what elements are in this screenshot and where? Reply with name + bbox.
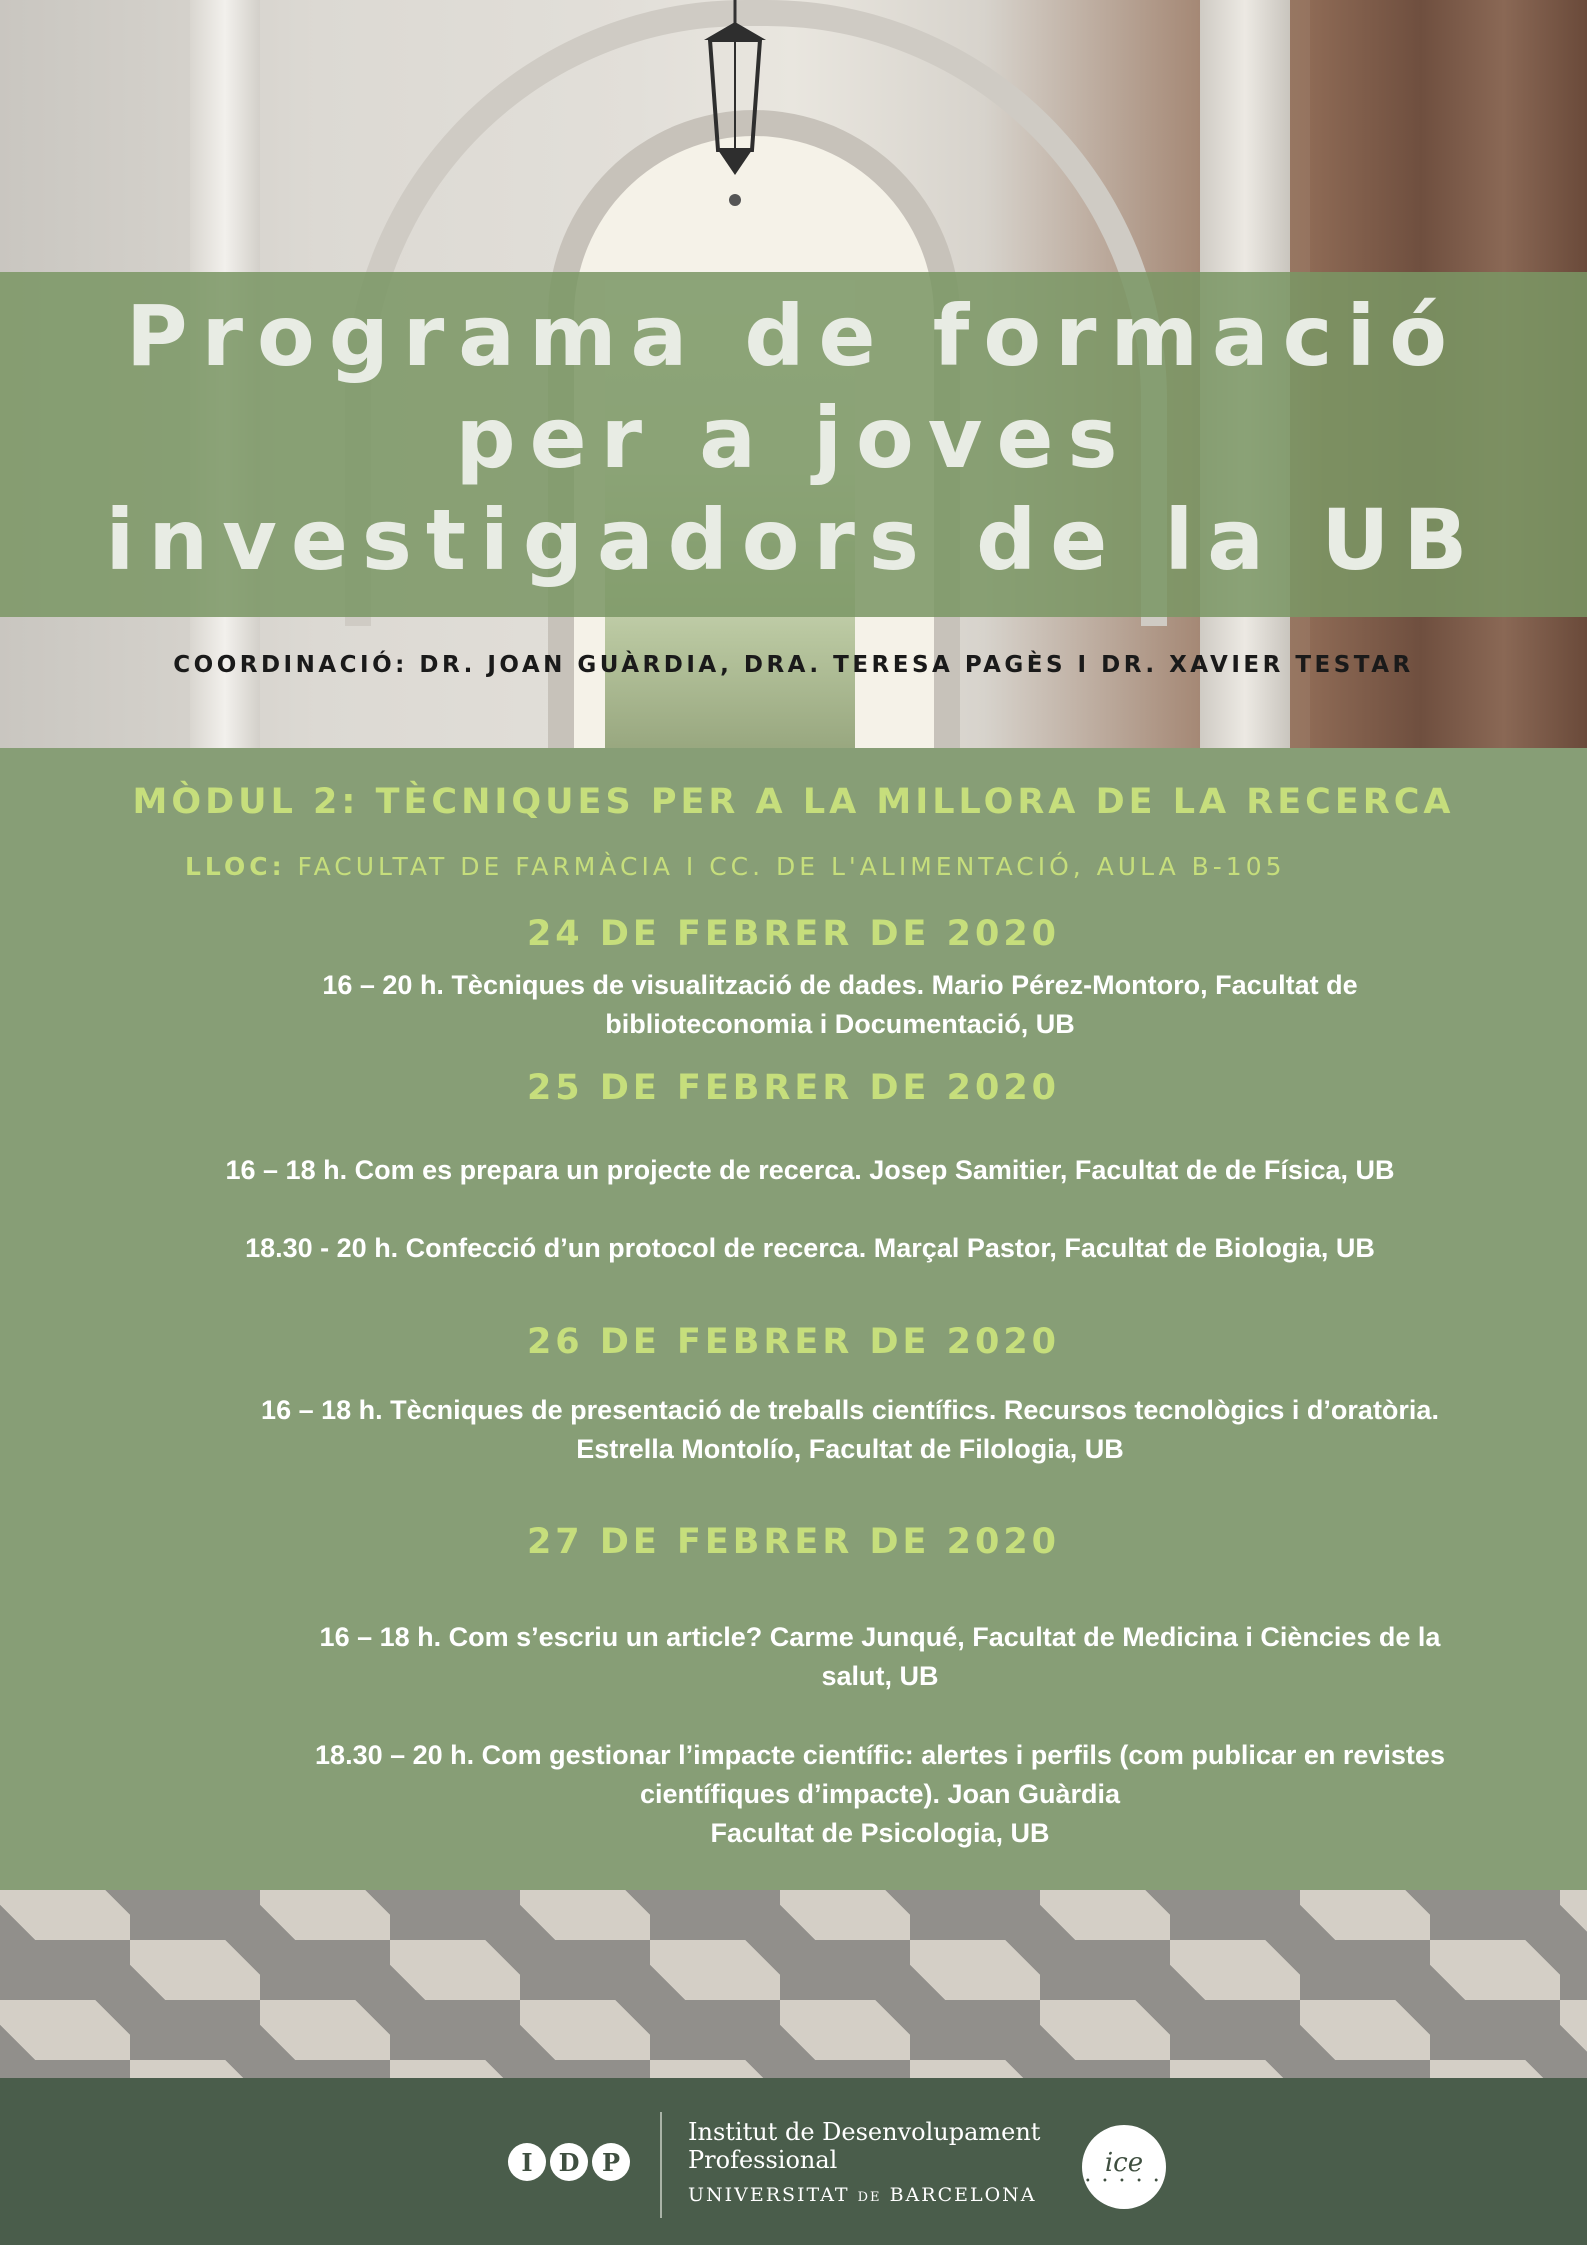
session-item xyxy=(220,1736,1540,1853)
session-line: 16 – 18 h. Tècniques de presentació de treballs científics. Recursos tecnològics i d’oratòria. xyxy=(261,1395,1439,1425)
university-name-part: UNIVERSITAT xyxy=(688,2184,850,2206)
place-value: FACULTAT DE FARMÀCIA I CC. DE L'ALIMENTACIÓ, AULA B-105 xyxy=(297,852,1286,881)
session-line: salut, UB xyxy=(821,1661,939,1691)
session-item xyxy=(200,1391,1500,1469)
module-title: MÒDUL 2: TÈCNIQUES PER A LA MILLORA DE LA RECERCA xyxy=(132,782,1455,822)
coordination-text: COORDINACIÓ: DR. JOAN GUÀRDIA, DRA. TERESA PAGÈS I DR. XAVIER TESTAR xyxy=(173,652,1414,678)
session-line: 16 – 18 h. Com s’escriu un article? Carme Junqué, Facultat de Medicina i Ciències de la xyxy=(319,1622,1441,1652)
idp-logo xyxy=(508,2143,630,2183)
institute-name-line: Institut de Desenvolupament xyxy=(688,2118,1041,2146)
session-item xyxy=(240,966,1440,1044)
session-date: 27 DE FEBRER DE 2020 xyxy=(526,1522,1061,1562)
footer-divider xyxy=(660,2112,662,2218)
session-date: 26 DE FEBRER DE 2020 xyxy=(526,1322,1061,1362)
university-name-part: BARCELONA xyxy=(889,2184,1037,2206)
place-label: LLOC: xyxy=(185,852,286,881)
session-item: 16 – 18 h. Com es prepara un projecte de recerca. Josep Samitier, Facultat de de Física, UB xyxy=(225,1155,1395,1185)
page-title xyxy=(0,285,1587,591)
institute-name-line: Professional xyxy=(688,2146,838,2174)
idp-logo-letter: I xyxy=(508,2143,546,2181)
place-info xyxy=(185,852,1286,881)
institute-name xyxy=(688,2118,1040,2174)
idp-logo-letter: D xyxy=(550,2143,588,2181)
session-line: científiques d’impacte). Joan Guàrdia xyxy=(639,1779,1121,1809)
lantern-icon xyxy=(690,0,780,210)
university-name xyxy=(688,2184,1037,2206)
session-line: biblioteconomia i Documentació, UB xyxy=(605,1009,1075,1039)
session-line: 16 – 20 h. Tècniques de visualització de dades. Mario Pérez-Montoro, Facultat de xyxy=(322,970,1358,1000)
university-name-part: DE xyxy=(857,2190,882,2205)
title-line: Programa de formació xyxy=(126,287,1461,385)
background-checkered-floor xyxy=(0,1880,1587,2080)
title-line: investigadors de la UB xyxy=(105,491,1482,589)
session-line: Estrella Montolío, Facultat de Filologia, UB xyxy=(576,1434,1124,1464)
ice-logo-text: ice xyxy=(1104,2147,1144,2178)
title-line: per a joves xyxy=(455,389,1132,487)
session-line: Facultat de Psicologia, UB xyxy=(710,1818,1050,1848)
session-item: 18.30 - 20 h. Confecció d’un protocol de recerca. Marçal Pastor, Facultat de Biologia, UB xyxy=(245,1233,1375,1263)
session-line: 18.30 – 20 h. Com gestionar l’impacte científic: alertes i perfils (com publicar en revistes xyxy=(315,1740,1445,1770)
session-date: 24 DE FEBRER DE 2020 xyxy=(526,914,1061,954)
idp-logo-letter: P xyxy=(592,2143,630,2181)
session-item xyxy=(220,1618,1540,1696)
session-date: 25 DE FEBRER DE 2020 xyxy=(526,1068,1061,1108)
ice-logo-dots: • • • • • xyxy=(1084,2175,1164,2187)
ice-logo xyxy=(1082,2125,1166,2209)
